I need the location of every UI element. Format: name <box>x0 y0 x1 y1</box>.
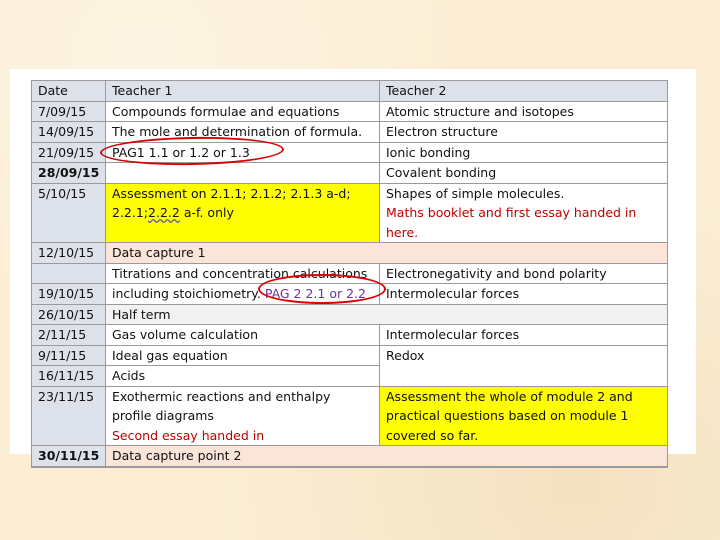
row-teacher-2: Covalent bonding <box>380 163 668 184</box>
table-row <box>32 243 668 264</box>
table-row <box>32 101 668 122</box>
row-teacher-1: Ideal gas equation <box>106 345 380 366</box>
table-row <box>32 142 668 163</box>
row-date: 28/09/15 <box>32 163 106 184</box>
topic-line: profile diagrams <box>112 408 214 423</box>
half-term-cell: Half term <box>106 304 668 325</box>
table-row <box>32 263 668 284</box>
assessment-line-1: Assessment on 2.1.1; 2.1.2; 2.1.3 a-d; <box>112 185 351 201</box>
row-teacher-2: Atomic structure and isotopes <box>380 101 668 122</box>
table-row <box>32 183 668 243</box>
spec-ref-underlined: 2.2.2 <box>148 205 180 220</box>
row-date: 21/09/15 <box>32 142 106 163</box>
note-line: Maths booklet and first essay handed in <box>386 205 637 220</box>
assessment-line-2: practical questions based on module 1 <box>386 408 629 423</box>
assessment-line-3: covered so far. <box>386 427 479 443</box>
row-teacher-1: Gas volume calculation <box>106 325 380 346</box>
row-teacher-2: Electron structure <box>380 122 668 143</box>
assessment-line-1: Assessment the whole of module 2 and <box>386 388 633 404</box>
data-capture-cell: Data capture point 2 <box>106 446 668 467</box>
assessment-line-2 <box>112 203 379 223</box>
row-teacher-1: Acids <box>106 366 380 387</box>
row-date: 30/11/15 <box>32 446 106 467</box>
table-row <box>32 345 668 366</box>
note-here: here. <box>386 224 419 240</box>
header-teacher-1: Teacher 1 <box>106 81 380 102</box>
table-row <box>32 386 668 446</box>
table-row <box>32 163 668 184</box>
spec-ref-tail: a-f. only <box>179 205 234 220</box>
row-teacher-1-assessment <box>106 183 380 243</box>
row-teacher-1 <box>106 163 380 184</box>
row-date: 2/11/15 <box>32 325 106 346</box>
row-date: 19/10/15 <box>32 284 106 305</box>
table-row <box>32 325 668 346</box>
row-teacher-2: Ionic bonding <box>380 142 668 163</box>
row-teacher-1 <box>106 386 380 446</box>
row-teacher-2: Electronegativity and bond polarity <box>380 263 668 284</box>
row-date: 7/09/15 <box>32 101 106 122</box>
topic-text: including stoichiometry. <box>112 286 265 301</box>
pag-text: PAG 2 2.1 or 2.2 <box>264 286 366 301</box>
table-row <box>32 446 668 467</box>
row-date: 23/11/15 <box>32 386 106 446</box>
row-teacher-2-assessment <box>380 386 668 446</box>
row-date: 12/10/15 <box>32 243 106 264</box>
row-date: 16/11/15 <box>32 366 106 387</box>
row-teacher-1: Titrations and concentration calculations <box>106 263 380 284</box>
row-date: 5/10/15 <box>32 183 106 243</box>
schedule-table <box>31 80 668 468</box>
topic-line: Exothermic reactions and enthalpy <box>112 388 331 404</box>
row-teacher-2: Intermolecular forces <box>380 284 668 305</box>
row-teacher-1: PAG1 1.1 or 1.2 or 1.3 <box>106 142 380 163</box>
row-teacher-2: Intermolecular forces <box>380 325 668 346</box>
table-row-partial <box>32 466 668 467</box>
topic-line: Shapes of simple molecules. <box>386 185 565 201</box>
row-teacher-1: Compounds formulae and equations <box>106 101 380 122</box>
spec-ref: 2.2.1; <box>112 205 149 220</box>
table-row <box>32 122 668 143</box>
row-date: 9/11/15 <box>32 345 106 366</box>
data-capture-cell: Data capture 1 <box>106 243 668 264</box>
table-row <box>32 284 668 305</box>
row-teacher-2 <box>380 183 668 243</box>
note-line-end <box>386 223 667 243</box>
table-header-row <box>32 81 668 102</box>
row-date: 14/09/15 <box>32 122 106 143</box>
row-teacher-1 <box>106 284 380 305</box>
note-line: Second essay handed in <box>112 427 265 443</box>
header-date: Date <box>32 81 106 102</box>
row-teacher-1: The mole and determination of formula. <box>106 122 380 143</box>
header-teacher-2: Teacher 2 <box>380 81 668 102</box>
row-date <box>32 263 106 284</box>
document-page <box>10 69 696 463</box>
row-date: 26/10/15 <box>32 304 106 325</box>
table-row <box>32 304 668 325</box>
row-teacher-2: Redox <box>380 345 668 386</box>
